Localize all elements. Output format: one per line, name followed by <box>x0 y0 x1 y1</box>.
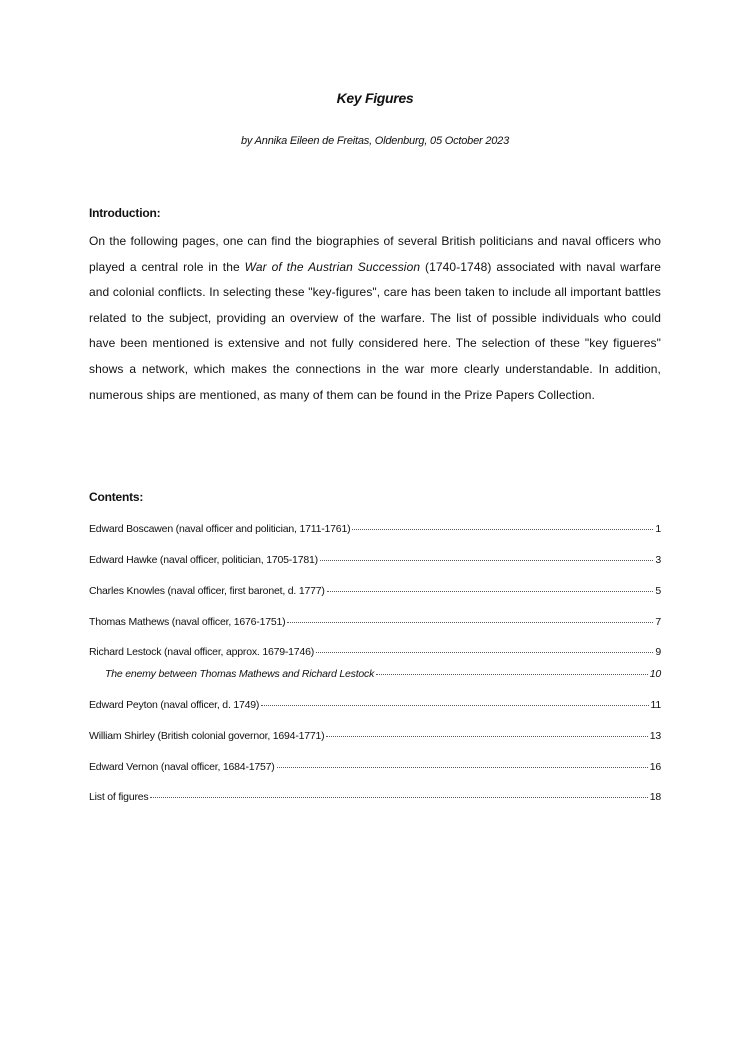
toc-entry-page: 10 <box>649 668 661 680</box>
document-title: Key Figures <box>336 90 414 106</box>
toc-leader-dots <box>326 727 647 737</box>
toc-entry-knowles[interactable] <box>89 584 661 600</box>
toc-entry-boscawen[interactable] <box>89 522 661 538</box>
toc-leader-dots <box>277 758 648 768</box>
toc-entry-label: Edward Peyton (naval officer, d. 1749) <box>89 699 260 711</box>
toc-entry-label: List of figures <box>89 791 149 803</box>
toc-entry-label: Edward Vernon (naval officer, 1684-1757) <box>89 761 275 773</box>
toc-entry-label: Edward Hawke (naval officer, politician, 1705-1781) <box>89 554 318 566</box>
introduction-paragraph <box>89 229 661 408</box>
introduction-italic-phrase: War of the Austrian Succession <box>244 259 421 274</box>
document-byline: by Annika Eileen de Freitas, Oldenburg, 05 October 2023 <box>240 135 510 147</box>
toc-entry-page: 13 <box>649 730 661 742</box>
toc-entry-page: 1 <box>655 523 661 535</box>
toc-entry-label: Edward Boscawen (naval officer and politician, 1711-1761) <box>89 523 351 535</box>
toc-leader-dots <box>316 643 653 653</box>
toc-entry-peyton[interactable] <box>89 698 661 714</box>
toc-entry-label: Richard Lestock (naval officer, approx. 1679-1746) <box>89 646 315 658</box>
toc-entry-vernon[interactable] <box>89 760 661 776</box>
toc-entry-mathews[interactable] <box>89 615 661 631</box>
toc-entry-label: The enemy between Thomas Mathews and Richard Lestock <box>105 668 375 680</box>
introduction-text-part-1: On the following pages, one can find the biographies of several British politicians and naval officers who played a central role in the <box>89 234 661 274</box>
contents-heading: Contents: <box>89 490 144 504</box>
toc-leader-dots <box>261 696 648 706</box>
toc-entry-label: William Shirley (British colonial governor, 1694-1771) <box>89 730 325 742</box>
toc-leader-dots <box>376 665 648 675</box>
toc-subentry-mathews-lestock[interactable] <box>105 667 661 683</box>
toc-entry-lestock[interactable] <box>89 645 661 661</box>
toc-entry-page: 11 <box>650 699 661 711</box>
toc-leader-dots <box>150 788 647 798</box>
toc-entry-page: 9 <box>655 646 661 658</box>
toc-leader-dots <box>287 613 653 623</box>
toc-entry-hawke[interactable] <box>89 553 661 569</box>
introduction-text-part-2: (1740-1748) associated with naval warfare and colonial conflicts. In selecting these "key-figures", care has been taken to include all important battles related to the subject, providing an overview of the warfare. The list of possible individuals who could have been mentioned is extensive and not fully considered here. The selection of these "key figueres" shows a network, which makes the connections in the war more clearly understandable. In addition, numerous ships are mentioned, as many of them can be found in the Prize Papers Collection. <box>89 259 661 402</box>
toc-entry-page: 5 <box>655 585 661 597</box>
toc-entry-page: 3 <box>655 554 661 566</box>
toc-leader-dots <box>327 582 654 592</box>
toc-leader-dots <box>320 551 653 561</box>
toc-leader-dots <box>352 520 653 530</box>
introduction-heading: Introduction: <box>89 206 161 220</box>
toc-entry-shirley[interactable] <box>89 729 661 745</box>
toc-entry-page: 7 <box>655 616 661 628</box>
toc-entry-label: Thomas Mathews (naval officer, 1676-1751) <box>89 616 286 628</box>
toc-entry-list-of-figures[interactable] <box>89 790 661 806</box>
toc-entry-page: 16 <box>649 761 661 773</box>
toc-entry-page: 18 <box>649 791 661 803</box>
toc-entry-label: Charles Knowles (naval officer, first baronet, d. 1777) <box>89 585 325 597</box>
